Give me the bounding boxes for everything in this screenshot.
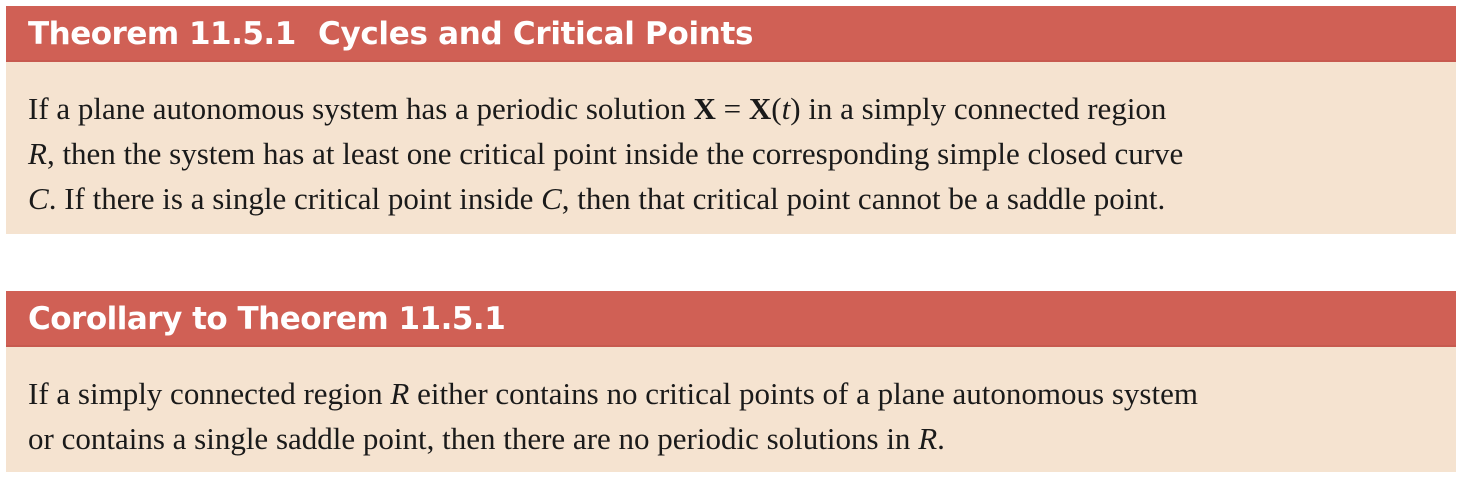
theorem-line-2: R, then the system has at least one critical point inside the corresponding simple closed curve bbox=[28, 136, 1184, 171]
corollary-header bbox=[6, 291, 1456, 347]
curve-c: C bbox=[28, 181, 49, 216]
region-r: R bbox=[390, 376, 410, 411]
vector-x: X bbox=[693, 91, 716, 126]
theorem-line-1: If a plane autonomous system has a periodic solution X = X(t) in a simply connected region bbox=[28, 91, 1167, 126]
curve-c-2: C bbox=[541, 181, 562, 216]
corollary-label: Corollary to Theorem 11.5.1 bbox=[28, 301, 506, 337]
theorem-box bbox=[6, 6, 1456, 234]
theorem-statement bbox=[6, 62, 1456, 221]
theorem-title: Cycles and Critical Points bbox=[318, 16, 754, 52]
var-t: t bbox=[781, 91, 791, 126]
corollary-statement bbox=[6, 347, 1456, 461]
region-r: R bbox=[28, 136, 47, 171]
corollary-line-2: or contains a single saddle point, then there are no periodic solutions in R. bbox=[28, 421, 945, 456]
corollary-box bbox=[6, 291, 1456, 472]
region-r-2: R bbox=[918, 421, 938, 456]
vector-x-func: X bbox=[748, 91, 772, 126]
theorem-line-3: C. If there is a single critical point inside C, then that critical point cannot be a saddle point. bbox=[28, 181, 1166, 216]
theorem-header bbox=[6, 6, 1456, 62]
theorem-label: Theorem 11.5.1 bbox=[28, 16, 296, 52]
corollary-line-1: If a simply connected region R either contains no critical points of a plane autonomous system bbox=[28, 376, 1198, 411]
